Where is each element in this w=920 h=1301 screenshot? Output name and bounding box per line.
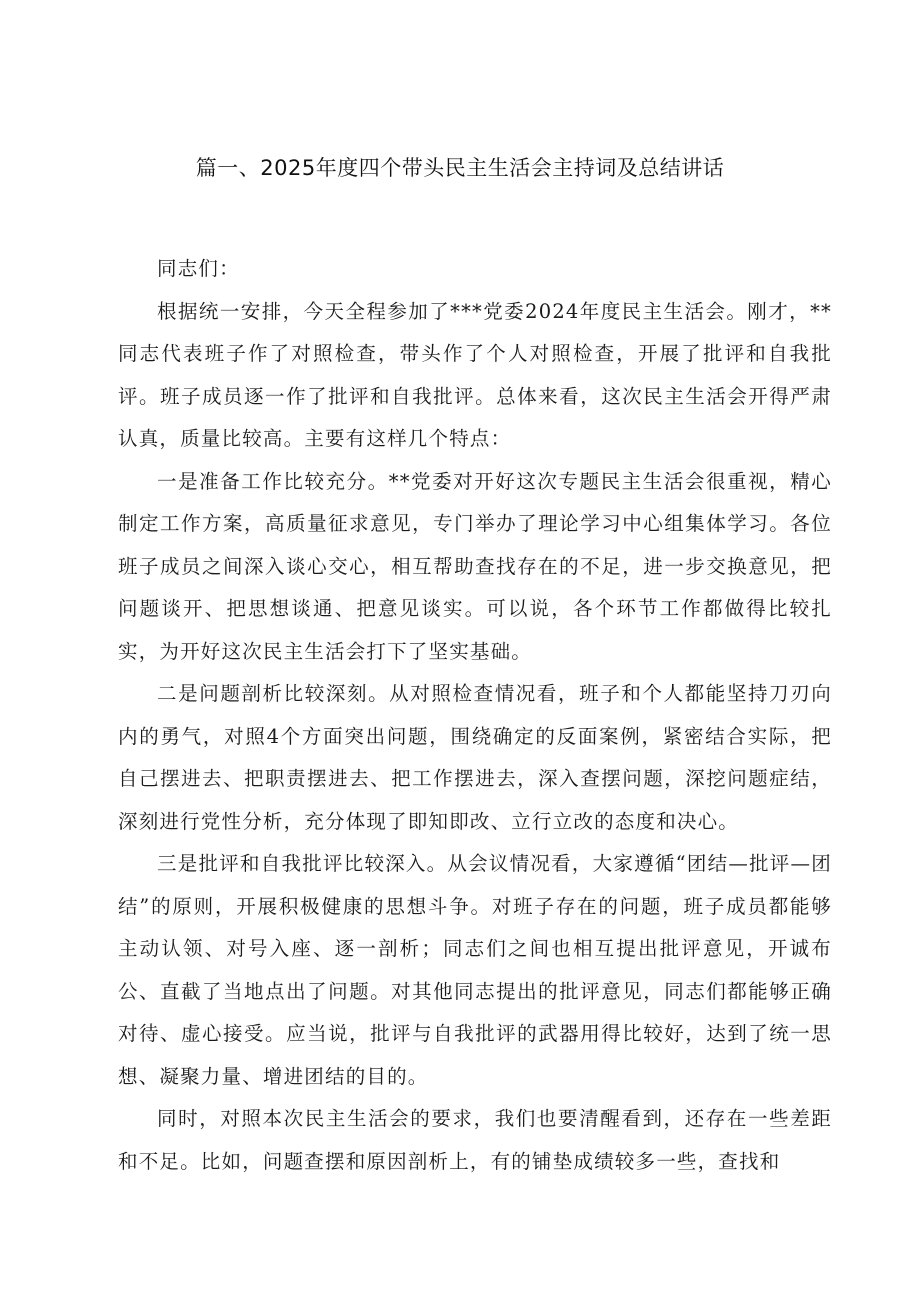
paragraph-shortcomings: 同时，对照本次民主生活会的要求，我们也要清醒看到，还存在一些差距和不足。比如，问题查摆和原因剖析上，有的铺垫成绩较多一些，查找和 [118,1107,832,1173]
paragraph-point-three: 三是批评和自我批评比较深入。从会议情况看，大家遵循“团结—批评—团结”的原则，开展积极健康的思想斗争。对班子存在的问题，班子成员都能够主动认领、对号入座、逐一剖析；同志们之间也相互提出批评意见，开诚布公、直截了当地点出了问题。对其他同志提出的批评意见，同志们都能够正确对待、虚心接受。应当说，批评与自我批评的武器用得比较好，达到了统一思想、凝聚力量、增进团结的目的。 [118,852,832,1088]
salutation: 同志们： [157,257,240,280]
paragraph-intro: 根据统一安排，今天全程参加了***党委2024年度民主生活会。刚才，**同志代表班子作了对照检查，带头作了个人对照检查，开展了批评和自我批评。班子成员逐一作了批评和自我批评。总体来看，这次民主生活会开得严肃认真，质量比较高。主要有这样几个特点： [118,299,832,450]
document-title: 篇一、2025年度四个带头民主生活会主持词及总结讲话 [195,156,725,180]
paragraph-point-one: 一是准备工作比较充分。**党委对开好这次专题民主生活会很重视，精心制定工作方案，高质量征求意见，专门举办了理论学习中心组集体学习。各位班子成员之间深入谈心交心，相互帮助查找存在的不足，进一步交换意见，把问题谈开、把思想谈通、把意见谈实。可以说，各个环节工作都做得比较扎实，为开好这次民主生活会打下了坚实基础。 [118,469,832,663]
document-body [118,248,832,1183]
paragraph-point-two: 二是问题剖析比较深刻。从对照检查情况看，班子和个人都能坚持刀刃向内的勇气，对照4个方面突出问题，围绕确定的反面案例，紧密结合实际，把自己摆进去、把职责摆进去、把工作摆进去，深入查摆问题，深挖问题症结，深刻进行党性分析，充分体现了即知即改、立行立改的态度和决心。 [118,682,832,833]
